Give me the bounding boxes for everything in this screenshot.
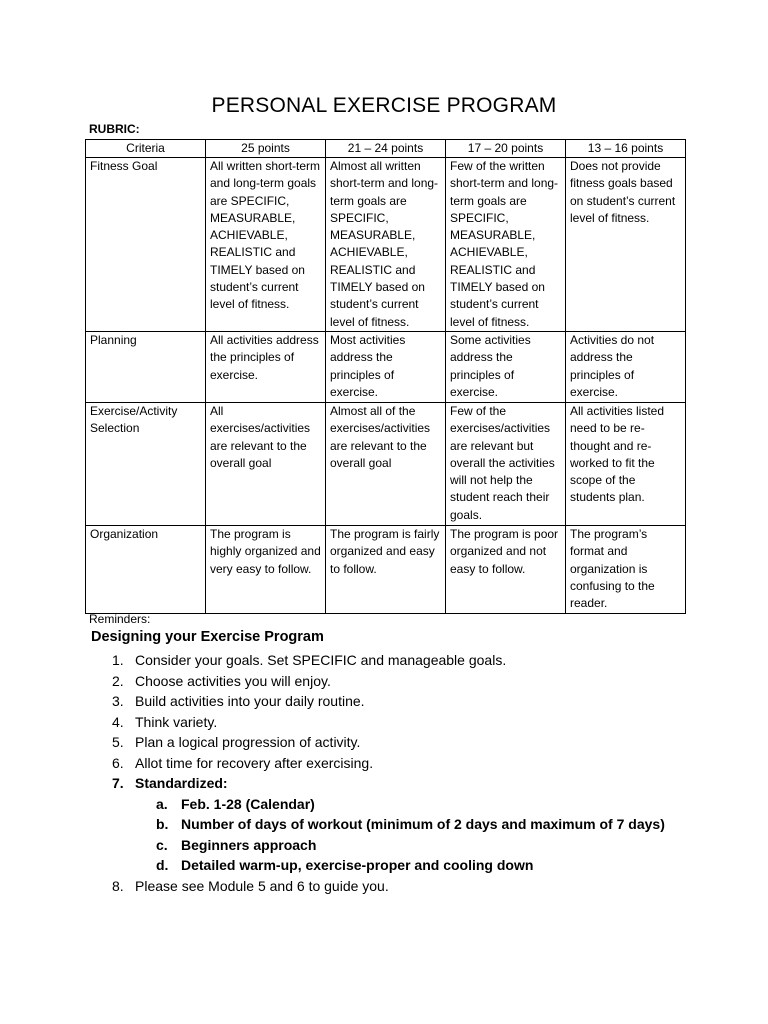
list-item-text: Plan a logical progression of activity. [135,734,361,750]
list-number: 4. [112,713,124,730]
list-item [88,732,665,753]
list-item [88,712,665,733]
list-item-text: Standardized: [135,775,228,791]
table-cell: Almost all of the exercises/activities are relevant to the overall goal [326,403,446,526]
table-cell: Few of the exercises/activities are relevant but overall the activities will not help the student reach their goals. [446,403,566,526]
table-cell: All written short-term and long-term goals are SPECIFIC, MEASURABLE, ACHIEVABLE, REALISTIC and TIMELY based on student’s current level of fitness. [206,158,326,332]
sub-list-item [135,814,665,835]
sub-list-text: Beginners approach [181,836,317,853]
table-row [86,526,686,614]
header-25-points: 25 points [206,140,326,158]
header-criteria: Criteria [86,140,206,158]
sub-list-text: Feb. 1-28 (Calendar) [181,795,315,812]
sub-list-item [135,835,665,856]
table-cell: The program is poor organized and not easy to follow. [446,526,566,614]
list-number: 8. [112,877,124,894]
header-21-24-points: 21 – 24 points [326,140,446,158]
table-row [86,332,686,403]
list-number: 7. [112,775,124,791]
sub-list-text: Number of days of workout (minimum of 2 days and maximum of 7 days) [181,816,665,832]
steps-list [88,650,665,896]
criteria-cell: Fitness Goal [86,158,206,332]
table-cell: Few of the written short-term and long-term goals are SPECIFIC, MEASURABLE, ACHIEVABLE, REALISTIC and TIMELY based on student’s current level of fitness. [446,158,566,332]
table-cell: Most activities address the principles of exercise. [326,332,446,403]
sub-list-letter: d. [156,857,169,873]
table-cell: The program is highly organized and very easy to follow. [206,526,326,614]
table-cell: Does not provide fitness goals based on student’s current level of fitness. [566,158,686,332]
sub-list-item [135,794,665,815]
rubric-label: RUBRIC: [89,122,140,136]
list-item [88,671,665,692]
sub-list-letter: a. [156,795,168,812]
sub-list-letter: b. [156,816,169,832]
table-cell: Some activities address the principles of exercise. [446,332,566,403]
table-cell: The program’s format and organization is confusing to the reader. [566,526,686,614]
list-item-text: Consider your goals. Set SPECIFIC and manageable goals. [135,652,507,668]
criteria-cell: Organization [86,526,206,614]
list-item [88,753,665,774]
table-cell: Activities do not address the principles of exercise. [566,332,686,403]
list-item-text: Allot time for recovery after exercising. [135,754,374,771]
standardized-sublist [135,794,665,876]
table-cell: Almost all written short-term and long-term goals are SPECIFIC, MEASURABLE, ACHIEVABLE, REALISTIC and TIMELY based on student’s current level of fitness. [326,158,446,332]
table-cell: The program is fairly organized and easy to follow. [326,526,446,614]
rubric-header-row [86,140,686,158]
list-number: 1. [112,652,124,668]
list-item-text: Choose activities you will enjoy. [135,672,331,689]
reminders-label: Reminders: [89,612,151,626]
sub-list-item [135,855,665,876]
table-cell: All activities address the principles of exercise. [206,332,326,403]
page-title: PERSONAL EXERCISE PROGRAM [211,94,557,117]
criteria-cell: Exercise/Activity Selection [86,403,206,526]
list-item [88,691,665,712]
sub-list-letter: c. [156,836,168,853]
table-cell: All activities listed need to be re-thought and re-worked to fit the scope of the students plan. [566,403,686,526]
list-number: 2. [112,672,124,689]
table-cell: All exercises/activities are relevant to the overall goal [206,403,326,526]
table-row [86,403,686,526]
table-row [86,158,686,332]
section-heading: Designing your Exercise Program [91,629,324,645]
list-item [88,876,665,897]
list-item-standardized [88,773,665,876]
list-item-text: Please see Module 5 and 6 to guide you. [135,877,389,894]
list-number: 6. [112,754,124,771]
header-17-20-points: 17 – 20 points [446,140,566,158]
list-item-text: Think variety. [135,713,218,730]
criteria-cell: Planning [86,332,206,403]
header-13-16-points: 13 – 16 points [566,140,686,158]
list-number: 3. [112,693,124,709]
list-number: 5. [112,734,124,750]
rubric-table [85,139,686,614]
list-item [88,650,665,671]
sub-list-text: Detailed warm-up, exercise-proper and cooling down [181,857,534,873]
list-item-text: Build activities into your daily routine. [135,693,365,709]
